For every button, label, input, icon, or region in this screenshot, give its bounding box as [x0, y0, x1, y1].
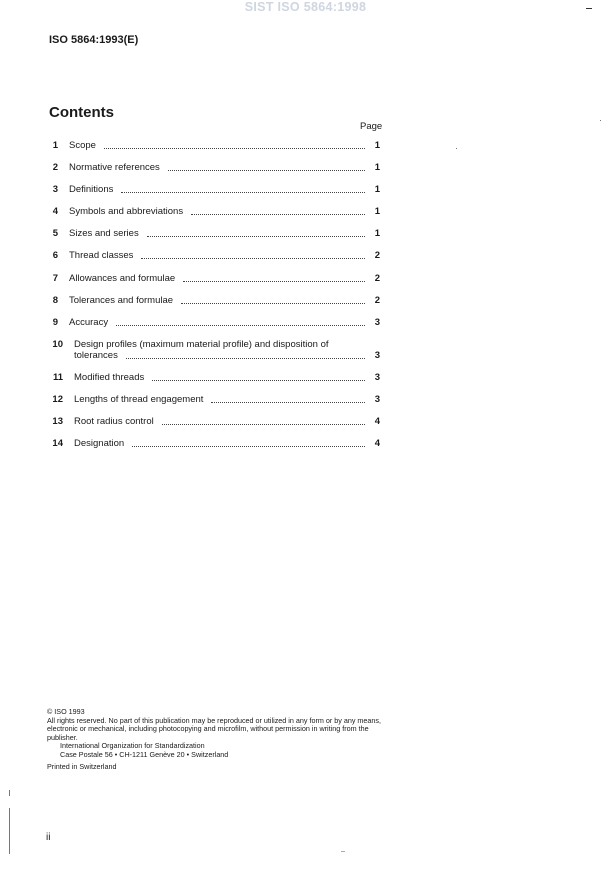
- toc-entry-page: 3: [374, 394, 380, 405]
- toc-entry-title: Modified threads: [74, 372, 145, 383]
- toc-entry-page: 4: [374, 438, 380, 449]
- toc-leader-dots: [183, 281, 365, 282]
- watermark: SIST ISO 5864:1998: [244, 0, 367, 14]
- toc-entry-title: Sizes and series: [69, 228, 139, 239]
- toc-entry-title: Root radius control: [74, 416, 154, 427]
- toc-entry-number: 4: [52, 206, 58, 217]
- toc-entry-number: 13: [52, 416, 63, 427]
- toc-leader-dots: [181, 303, 365, 304]
- toc-leader-dots: [126, 358, 365, 359]
- toc-leader-dots: [104, 148, 365, 149]
- page-column-label: Page: [360, 121, 383, 132]
- toc-entry-title: Accuracy: [69, 317, 109, 328]
- toc-entry-page: 2: [374, 273, 380, 284]
- toc-entry-title: Designation: [74, 438, 125, 449]
- organization-name: International Organization for Standardization: [60, 741, 205, 751]
- toc-entry-number: 10: [52, 339, 63, 350]
- copyright-notice: [47, 708, 387, 771]
- toc-entry-page: 3: [374, 350, 380, 361]
- toc-entry-title: Definitions: [69, 184, 114, 195]
- toc-entry-number: 12: [52, 394, 63, 405]
- scan-edge-mark: [9, 808, 10, 854]
- toc-entry-page: 1: [374, 206, 380, 217]
- contents-heading: Contents: [49, 104, 114, 121]
- toc-entry-page: 1: [374, 228, 380, 239]
- toc-leader-dots: [191, 214, 365, 215]
- toc-entry-page: 1: [374, 184, 380, 195]
- scan-speck: [456, 148, 457, 149]
- scan-edge-mark: [9, 790, 10, 796]
- printed-in: Printed in Switzerland: [47, 761, 117, 771]
- toc-entry-number: 9: [52, 317, 58, 328]
- toc-entry-title: Thread classes: [69, 250, 134, 261]
- toc-leader-dots: [116, 325, 365, 326]
- toc-entry-number: 8: [52, 295, 58, 306]
- standard-identifier: ISO 5864:1993(E): [49, 34, 139, 46]
- toc-entry-number: 3: [52, 184, 58, 195]
- toc-entry-title-line: Design profiles (maximum material profile) and disposition of: [74, 339, 329, 350]
- toc-leader-dots: [152, 380, 365, 381]
- toc-entry-page: 1: [374, 162, 380, 173]
- toc-entry-title: Tolerances and formulae: [69, 295, 174, 306]
- toc-leader-dots: [132, 446, 365, 447]
- toc-entry-number: 2: [52, 162, 58, 173]
- scan-speck: [600, 120, 601, 121]
- toc-entry-title: Allowances and formulae: [69, 273, 176, 284]
- toc-entry-title: Symbols and abbreviations: [69, 206, 184, 217]
- toc-leader-dots: [141, 258, 365, 259]
- organization-address: Case Postale 56 • CH-1211 Genève 20 • Switzerland: [60, 749, 229, 759]
- toc-entry-page: 4: [374, 416, 380, 427]
- scan-speck: [341, 851, 345, 852]
- rights-statement: All rights reserved. No part of this publication may be reproduced or utilized in any form or by any means, electronic or mechanical, including photocopying and microfilm, without permission in writing from the publisher.: [47, 715, 381, 742]
- toc-entry-title: tolerances: [74, 350, 118, 361]
- toc-leader-dots: [162, 424, 365, 425]
- page-number: ii: [46, 832, 51, 843]
- toc-entry-title: Normative references: [69, 162, 160, 173]
- toc-leader-dots: [211, 402, 365, 403]
- toc-entry-page: 3: [374, 372, 380, 383]
- toc-entry-title: Lengths of thread engagement: [74, 394, 204, 405]
- toc-entry-number: 14: [52, 438, 63, 449]
- toc-leader-dots: [121, 192, 365, 193]
- toc-entry-page: 2: [374, 295, 380, 306]
- toc-entry-page: 3: [374, 317, 380, 328]
- toc-entry-number: 1: [52, 140, 58, 151]
- toc-entry-page: 1: [374, 140, 380, 151]
- toc-entry-title: Scope: [69, 140, 96, 151]
- corner-mark: [586, 8, 592, 9]
- toc-entry-page: 2: [374, 250, 380, 261]
- toc-leader-dots: [147, 236, 365, 237]
- toc-entry-number: 11: [52, 372, 63, 383]
- toc-leader-dots: [168, 170, 365, 171]
- toc-entry-number: 7: [52, 273, 58, 284]
- toc-entry-number: 5: [52, 228, 58, 239]
- toc-entry-number: 6: [52, 250, 58, 261]
- copyright-line: © ISO 1993: [47, 707, 85, 716]
